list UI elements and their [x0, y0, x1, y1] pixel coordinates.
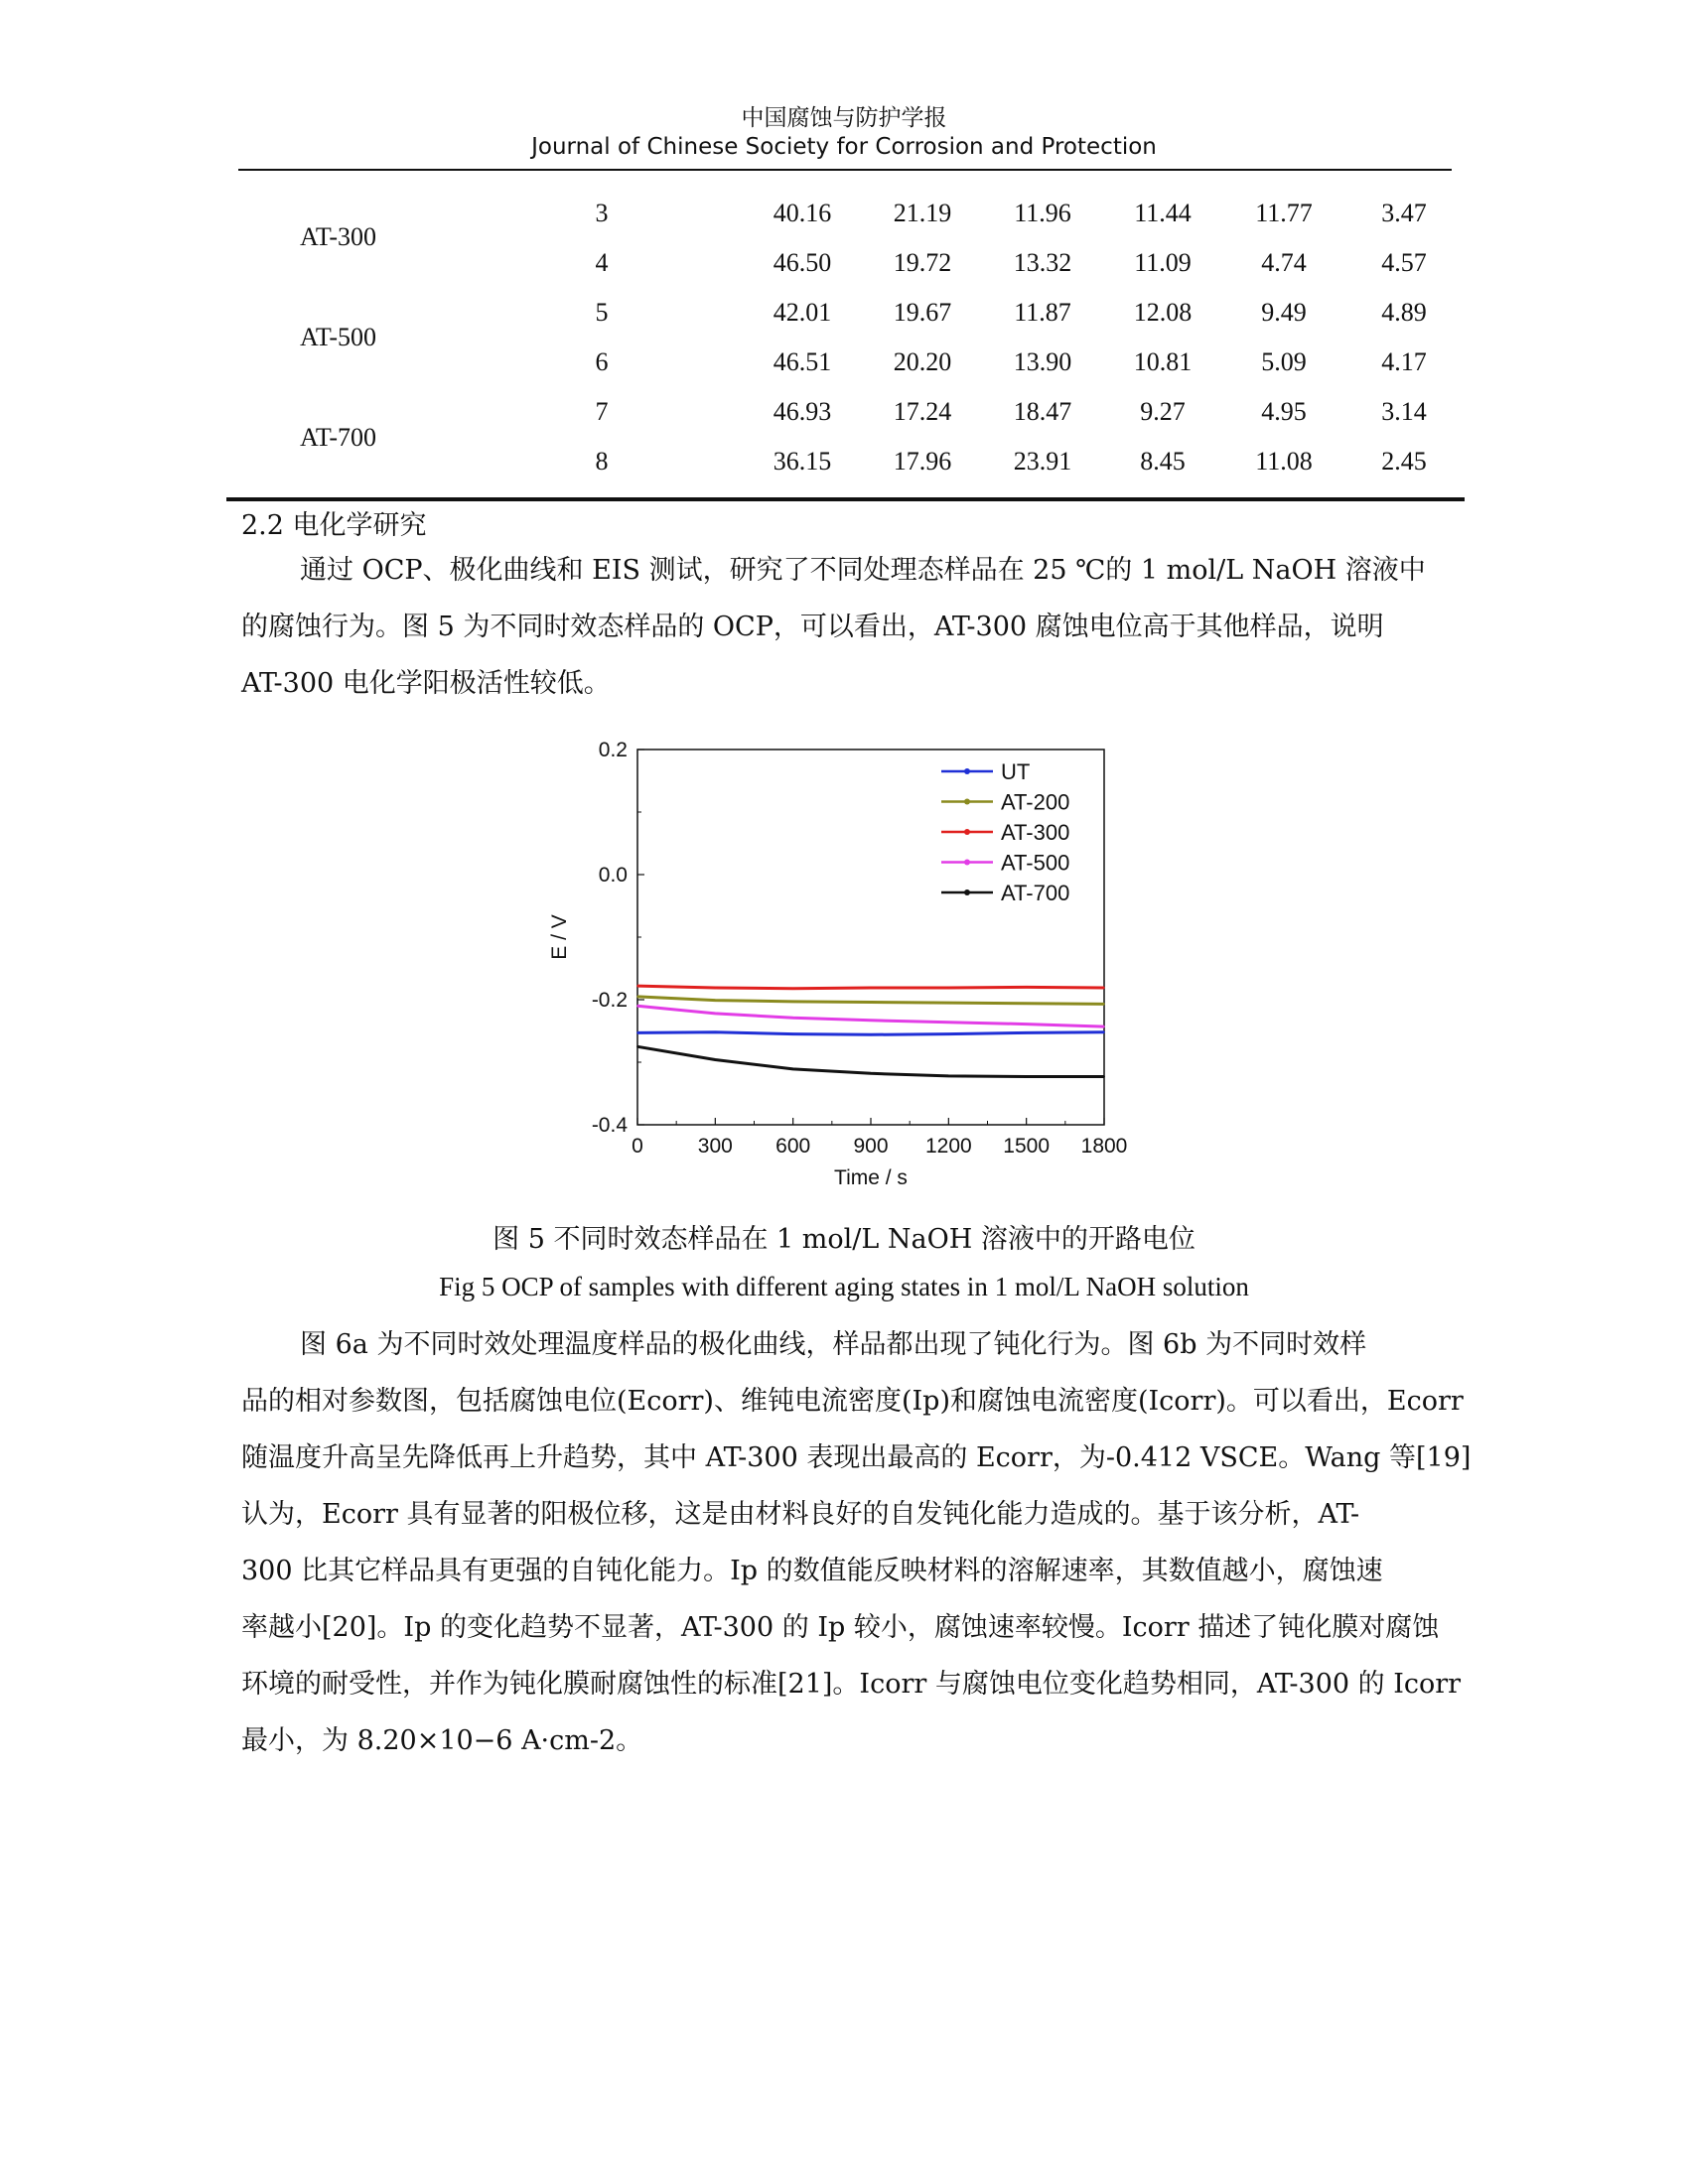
legend-marker [964, 768, 970, 774]
table-cell: 40.16 [773, 199, 832, 227]
table-cell: 46.50 [773, 248, 832, 277]
data-point [1103, 1004, 1105, 1006]
paragraph-line: 品的相对参数图，包括腐蚀电位(Ecorr)、维钝电流密度(Ip)和腐蚀电流密度(Icorr)。可以看出，Ecorr [241, 1386, 1464, 1417]
table-cell: 4 [595, 248, 609, 277]
table-cell: 10.81 [1133, 347, 1193, 376]
data-point [792, 1001, 794, 1003]
x-tick-label: 300 [697, 1135, 733, 1158]
table-cell: 23.91 [1013, 447, 1072, 476]
data-point [870, 1033, 872, 1035]
table-cell: 8.45 [1140, 447, 1186, 476]
data-point [947, 1075, 949, 1077]
table-cell: 11.77 [1255, 199, 1313, 227]
data-point [1103, 1025, 1105, 1027]
data-point [870, 987, 872, 989]
data-point [714, 1031, 716, 1033]
data-point [792, 1068, 794, 1070]
paragraph-line: 环境的耐受性，并作为钝化膜耐腐蚀性的标准[21]。Icorr 与腐蚀电位变化趋势相同，AT-300 的 Icorr [241, 1669, 1462, 1700]
data-point [714, 1000, 716, 1002]
data-point [636, 1031, 638, 1033]
data-point [636, 985, 638, 987]
data-point [636, 996, 638, 998]
journal-header-cn: 中国腐蚀与防护学报 [741, 105, 947, 131]
table-cell: 9.49 [1261, 298, 1307, 327]
legend-label: UT [1001, 759, 1031, 784]
figure-caption-en: Fig 5 OCP of samples with different aging states in 1 mol/L NaOH solution [439, 1272, 1249, 1301]
legend-marker [964, 860, 970, 866]
data-point [947, 987, 949, 989]
paragraph-line: 认为，Ecorr 具有显著的阳极位移，这是由材料良好的自发钝化能力造成的。基于该分析，AT- [241, 1499, 1360, 1530]
table-cell: 6 [595, 347, 609, 376]
table-cell: 4.57 [1381, 248, 1427, 277]
table-cell: 11.96 [1014, 199, 1071, 227]
table-cell: 9.27 [1140, 397, 1186, 426]
data-point [1026, 1031, 1028, 1033]
table-cell: 36.15 [773, 447, 832, 476]
table-cell: 46.93 [773, 397, 832, 426]
table-cell: 21.19 [893, 199, 952, 227]
table-cell: 13.32 [1013, 248, 1072, 277]
y-tick-label: -0.2 [591, 989, 628, 1012]
series-line-at-500 [637, 1006, 1104, 1026]
table-cell: 8 [595, 447, 609, 476]
data-point [636, 1045, 638, 1047]
data-point [947, 1033, 949, 1035]
data-point [1026, 987, 1028, 989]
data-point [870, 1072, 872, 1074]
x-tick-label: 1200 [924, 1135, 972, 1158]
data-point [1026, 1076, 1028, 1078]
paragraph-1 [241, 542, 1448, 712]
table-cell: 3.47 [1381, 199, 1427, 227]
x-tick-label: 0 [632, 1135, 643, 1158]
legend-label: AT-200 [1001, 789, 1070, 815]
paragraph-line: 300 比其它样品具有更强的自钝化能力。Ip 的数值能反映材料的溶解速率，其数值越小，腐蚀速 [241, 1556, 1383, 1586]
table-group-label: AT-500 [300, 323, 377, 351]
ocp-chart [536, 730, 1152, 1201]
data-point [1103, 987, 1105, 989]
section-title: 2.2 电化学研究 [241, 510, 427, 541]
table-cell: 5 [595, 298, 609, 327]
table-group-label: AT-700 [300, 423, 377, 452]
paragraph-line: 率越小[20]。Ip 的变化趋势不显著，AT-300 的 Ip 较小，腐蚀速率较慢。Icorr 描述了钝化膜对腐蚀 [241, 1612, 1440, 1643]
paragraph-line: 的腐蚀行为。图 5 为不同时效态样品的 OCP，可以看出，AT-300 腐蚀电位高于其他样品，说明 [241, 612, 1384, 642]
table-cell: 17.24 [893, 397, 952, 426]
table-cell: 18.47 [1013, 397, 1072, 426]
journal-header-en: Journal of Chinese Society for Corrosion and Protection [531, 134, 1157, 160]
x-axis-label: Time / s [834, 1166, 908, 1189]
paragraph-2 [241, 1316, 1472, 1769]
legend-label: AT-500 [1001, 850, 1070, 876]
data-point [1103, 1076, 1105, 1078]
data-point [1026, 1024, 1028, 1025]
table-cell: 2.45 [1381, 447, 1427, 476]
table-cell: 3 [595, 199, 609, 227]
data-point [870, 1020, 872, 1022]
legend-label: AT-700 [1001, 881, 1070, 905]
legend-label: AT-300 [1001, 820, 1070, 845]
paragraph-line: AT-300 电化学阳极活性较低。 [241, 668, 611, 699]
data-point [870, 1002, 872, 1004]
table-cell: 3.14 [1381, 397, 1427, 426]
table-cell: 4.17 [1381, 347, 1427, 376]
y-tick-label: 0.2 [598, 739, 628, 761]
paragraph-line: 随温度升高呈先降低再上升趋势，其中 AT-300 表现出最高的 Ecorr，为-0.412 VSCE。Wang 等[19] [241, 1442, 1472, 1473]
y-axis-label: E / V [548, 914, 571, 960]
table-cell: 4.74 [1261, 248, 1307, 277]
table-cell: 5.09 [1261, 347, 1307, 376]
data-point [947, 1002, 949, 1004]
y-tick-label: -0.4 [591, 1114, 628, 1137]
data-point [792, 1017, 794, 1019]
x-tick-label: 1800 [1080, 1135, 1128, 1158]
table-bottom-rule [226, 497, 1465, 501]
table-cell: 4.89 [1381, 298, 1427, 327]
data-point [947, 1022, 949, 1024]
data-point [636, 1005, 638, 1007]
table-cell: 42.01 [773, 298, 832, 327]
paragraph-line: 通过 OCP、极化曲线和 EIS 测试，研究了不同处理态样品在 25 ℃的 1 mol/L NaOH 溶液中 [300, 555, 1426, 586]
paragraph-line: 图 6a 为不同时效处理温度样品的极化曲线，样品都出现了钝化行为。图 6b 为不同时效样 [300, 1329, 1367, 1360]
y-tick-label: 0.0 [598, 864, 628, 887]
table-cell: 46.51 [773, 347, 832, 376]
table-cell: 4.95 [1261, 397, 1307, 426]
x-tick-label: 900 [853, 1135, 889, 1158]
data-point [1103, 1031, 1105, 1033]
table-cell: 20.20 [893, 347, 952, 376]
table-cell: 17.96 [893, 447, 952, 476]
figure-caption-cn: 图 5 不同时效态样品在 1 mol/L NaOH 溶液中的开路电位 [492, 1224, 1196, 1255]
data-point [714, 987, 716, 989]
table-cell: 11.09 [1134, 248, 1192, 277]
data-point [714, 1059, 716, 1061]
legend-marker [964, 889, 970, 895]
table-cell: 12.08 [1133, 298, 1193, 327]
table-cell: 11.44 [1134, 199, 1192, 227]
data-point [1026, 1003, 1028, 1005]
table-cell: 7 [595, 397, 609, 426]
legend-marker [964, 799, 970, 805]
table-cell: 11.08 [1255, 447, 1313, 476]
data-point [792, 988, 794, 990]
header-rule [238, 169, 1452, 171]
x-tick-label: 600 [775, 1135, 811, 1158]
series-line-at-700 [637, 1046, 1104, 1076]
legend-marker [964, 829, 970, 835]
table-cell: 13.90 [1013, 347, 1072, 376]
paragraph-line: 最小，为 8.20×10−6 A·cm-2。 [241, 1725, 643, 1756]
table-cell: 11.87 [1014, 298, 1071, 327]
data-point [714, 1013, 716, 1015]
x-tick-label: 1500 [1003, 1135, 1051, 1158]
table-cell: 19.72 [893, 248, 952, 277]
table-group-label: AT-300 [300, 222, 377, 251]
data-point [792, 1033, 794, 1035]
table-cell: 19.67 [893, 298, 952, 327]
